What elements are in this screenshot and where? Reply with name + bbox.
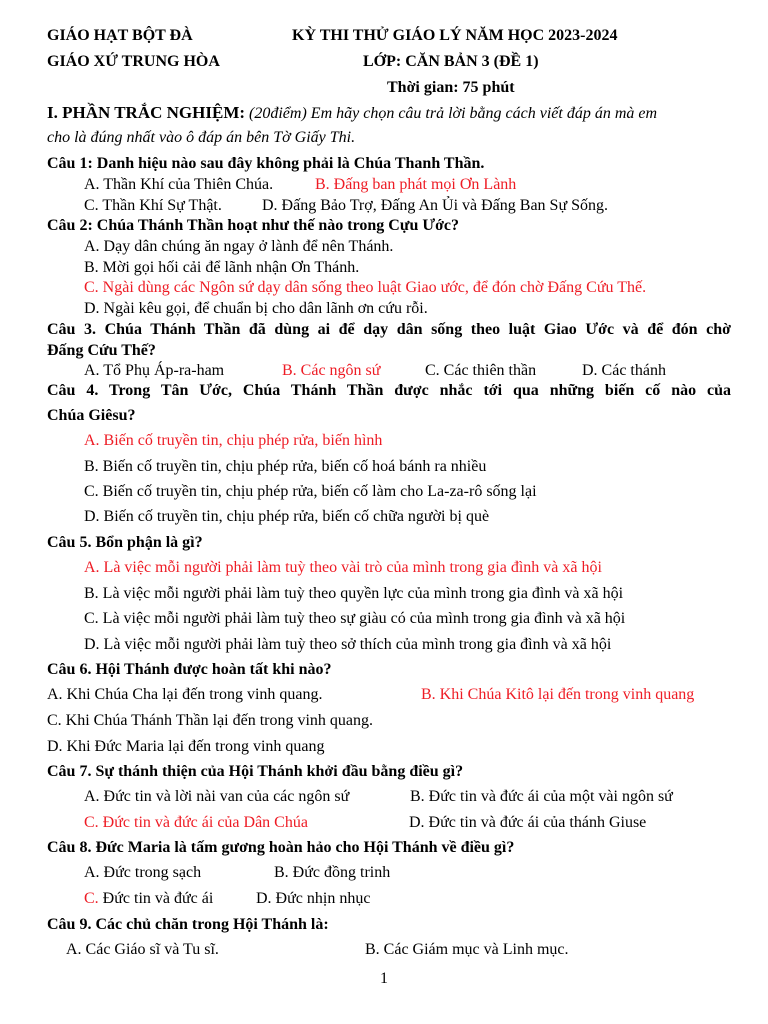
q1-option-c: C. Thần Khí Sự Thật. <box>84 197 222 214</box>
question-6: Câu 6. Hội Thánh được hoàn tất khi nào? <box>47 661 332 678</box>
q1-option-b: B. Đấng ban phát mọi Ơn Lành <box>315 176 517 193</box>
q4-option-b: B. Biến cố truyền tin, chịu phép rửa, biến cố hoá bánh ra nhiều <box>84 458 487 475</box>
q3-option-c: C. Các thiên thần <box>425 362 537 379</box>
q6-option-d: D. Khi Đức Maria lại đến trong vinh quang <box>47 738 325 755</box>
q2-option-d: D. Ngài kêu gọi, để chuẩn bị cho dân lãnh ơn cứu rỗi. <box>84 300 428 317</box>
q2-option-c: C. Ngài dùng các Ngôn sứ dạy dân sống theo luật Giao ước, để đón chờ Đấng Cứu Thế. <box>84 279 647 296</box>
section-instruction: (20điểm) Em hãy chọn câu trả lời bằng cách viết đáp án mà em <box>245 105 658 122</box>
exam-title: KỲ THI THỬ GIÁO LÝ NĂM HỌC 2023-2024 <box>292 27 618 44</box>
q8-option-c-text: Đức tin và đức ái <box>98 890 214 907</box>
question-3-cont: Đấng Cứu Thế? <box>47 342 156 359</box>
q8-option-a: A. Đức trong sạch <box>84 864 202 881</box>
exam-time: Thời gian: 75 phút <box>387 79 515 96</box>
section-instruction-cont: cho là đúng nhất vào ô đáp án bên Tờ Giấy Thi. <box>47 129 356 146</box>
q5-option-b: B. Là việc mỗi người phải làm tuỳ theo quyền lực của mình trong gia đình và xã hội <box>84 585 624 602</box>
parish-name: GIÁO XỨ TRUNG HÒA <box>47 53 220 70</box>
question-9: Câu 9. Các chủ chăn trong Hội Thánh là: <box>47 916 329 933</box>
q6-option-a: A. Khi Chúa Cha lại đến trong vinh quang. <box>47 686 323 703</box>
q7-option-a: A. Đức tin và lời nài van của các ngôn sứ <box>84 788 350 805</box>
q4-option-c: C. Biến cố truyền tin, chịu phép rửa, biến cố làm cho La-za-rô sống lại <box>84 483 537 500</box>
class-name: LỚP: CĂN BẢN 3 (ĐỀ 1) <box>363 53 539 70</box>
q7-option-d: D. Đức tin và đức ái của thánh Giuse <box>409 814 647 831</box>
q6-option-c: C. Khi Chúa Thánh Thần lại đến trong vinh quang. <box>47 712 374 729</box>
q5-option-a: A. Là việc mỗi người phải làm tuỳ theo vài trò của mình trong gia đình và xã hội <box>84 559 602 576</box>
question-4-cont: Chúa Giêsu? <box>47 407 136 424</box>
section-title-line <box>47 103 731 124</box>
q8-option-c <box>84 889 213 909</box>
q5-option-d: D. Là việc mỗi người phải làm tuỳ theo sở thích của mình trong gia đình và xã hội <box>84 636 612 653</box>
question-8: Câu 8. Đức Maria là tấm gương hoàn hảo cho Hội Thánh về điều gì? <box>47 839 515 856</box>
q3-option-d: D. Các thánh <box>582 362 666 379</box>
question-7: Câu 7. Sự thánh thiện của Hội Thánh khởi đầu bằng điều gì? <box>47 763 464 780</box>
page-number: 1 <box>380 970 388 987</box>
q8-option-d: D. Đức nhịn nhục <box>256 890 371 907</box>
q3-option-b: B. Các ngôn sứ <box>282 362 381 379</box>
section-title: I. PHẦN TRẮC NGHIỆM: <box>47 103 246 122</box>
parish-deanery: GIÁO HẠT BỘT ĐÀ <box>47 27 193 44</box>
question-3: Câu 3. Chúa Thánh Thần đã dùng ai để dạy dân sống theo luật Giao Ước và để đón chờ <box>47 321 731 338</box>
question-5: Câu 5. Bổn phận là gì? <box>47 534 203 551</box>
q2-option-a: A. Dạy dân chúng ăn ngay ở lành để nên Thánh. <box>84 238 394 255</box>
q7-option-c: C. Đức tin và đức ái của Dân Chúa <box>84 814 308 831</box>
q4-option-a: A. Biến cố truyền tin, chịu phép rửa, biến hình <box>84 432 383 449</box>
q4-option-d: D. Biến cố truyền tin, chịu phép rửa, biến cố chữa người bị què <box>84 508 490 525</box>
question-1: Câu 1: Danh hiệu nào sau đây không phải là Chúa Thanh Thần. <box>47 155 485 172</box>
q5-option-c: C. Là việc mỗi người phải làm tuỳ theo sự giàu có của mình trong gia đình và xã hội <box>84 610 626 627</box>
q9-option-a: A. Các Giáo sĩ và Tu sĩ. <box>66 941 219 958</box>
q3-option-a: A. Tổ Phụ Áp-ra-ham <box>84 362 225 379</box>
q9-option-b: B. Các Giám mục và Linh mục. <box>365 941 569 958</box>
q1-option-a: A. Thần Khí của Thiên Chúa. <box>84 176 274 193</box>
q8-option-c-letter: C. <box>84 890 99 907</box>
q1-option-d: D. Đấng Bảo Trợ, Đấng An Ủi và Đấng Ban Sự Sống. <box>262 197 609 214</box>
q7-option-b: B. Đức tin và đức ái của một vài ngôn sứ <box>410 788 673 805</box>
q2-option-b: B. Mời gọi hối cải để lãnh nhận Ơn Thánh. <box>84 259 360 276</box>
q6-option-b: B. Khi Chúa Kitô lại đến trong vinh quang <box>421 686 695 703</box>
question-2: Câu 2: Chúa Thánh Thần hoạt như thế nào trong Cựu Ước? <box>47 217 460 234</box>
q8-option-b: B. Đức đồng trinh <box>274 864 391 881</box>
question-4: Câu 4. Trong Tân Ước, Chúa Thánh Thần được nhắc tới qua những biến cố nào của <box>47 382 731 399</box>
